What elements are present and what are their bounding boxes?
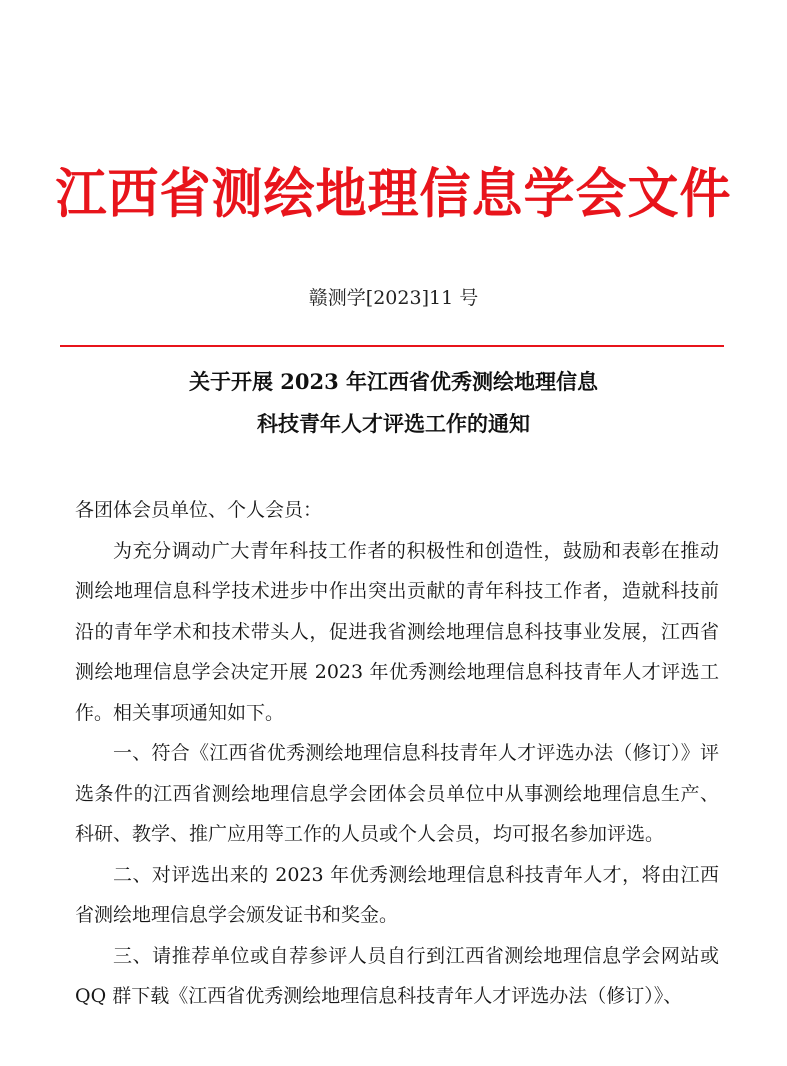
paragraph-item-2: 二、对评选出来的 2023 年优秀测绘地理信息科技青年人才，将由江西省测绘地理信息学会颁发证书和奖金。 [75, 863, 719, 926]
paragraph-intro: 为充分调动广大青年科技工作者的积极性和创造性，鼓励和表彰在推动测绘地理信息科学技术进步中作出突出贡献的青年科技工作者，造就科技前沿的青年学术和技术带头人，促进我省测绘地理信息科技事业发展，江西省测绘地理信息学会决定开展 2023 年优秀测绘地理信息科技青年人才评选工作。相关事项通知如下。 [75, 539, 719, 724]
paragraph-item-1: 一、符合《江西省优秀测绘地理信息科技青年人才评选办法（修订）》评选条件的江西省测绘地理信息学会团体会员单位中从事测绘地理信息生产、科研、教学、推广应用等工作的人员或个人会员，均可报名参加评选。 [75, 742, 719, 845]
notice-body [75, 490, 719, 1017]
org-title: 江西省测绘地理信息学会文件 [55, 163, 732, 226]
salutation: 各团体会员单位、个人会员： [75, 499, 323, 521]
document-number: 赣测学[2023]11 号 [308, 287, 479, 309]
red-separator-line [60, 345, 724, 347]
paragraph-item-3: 三、请推荐单位或自荐参评人员自行到江西省测绘地理信息学会网站或 QQ 群下载《江西省优秀测绘地理信息科技青年人才评选办法（修订）》、 [75, 944, 719, 1007]
notice-title-line-1: 关于开展 2023 年江西省优秀测绘地理信息 [188, 369, 599, 394]
notice-title-line-2: 科技青年人才评选工作的通知 [257, 411, 530, 436]
